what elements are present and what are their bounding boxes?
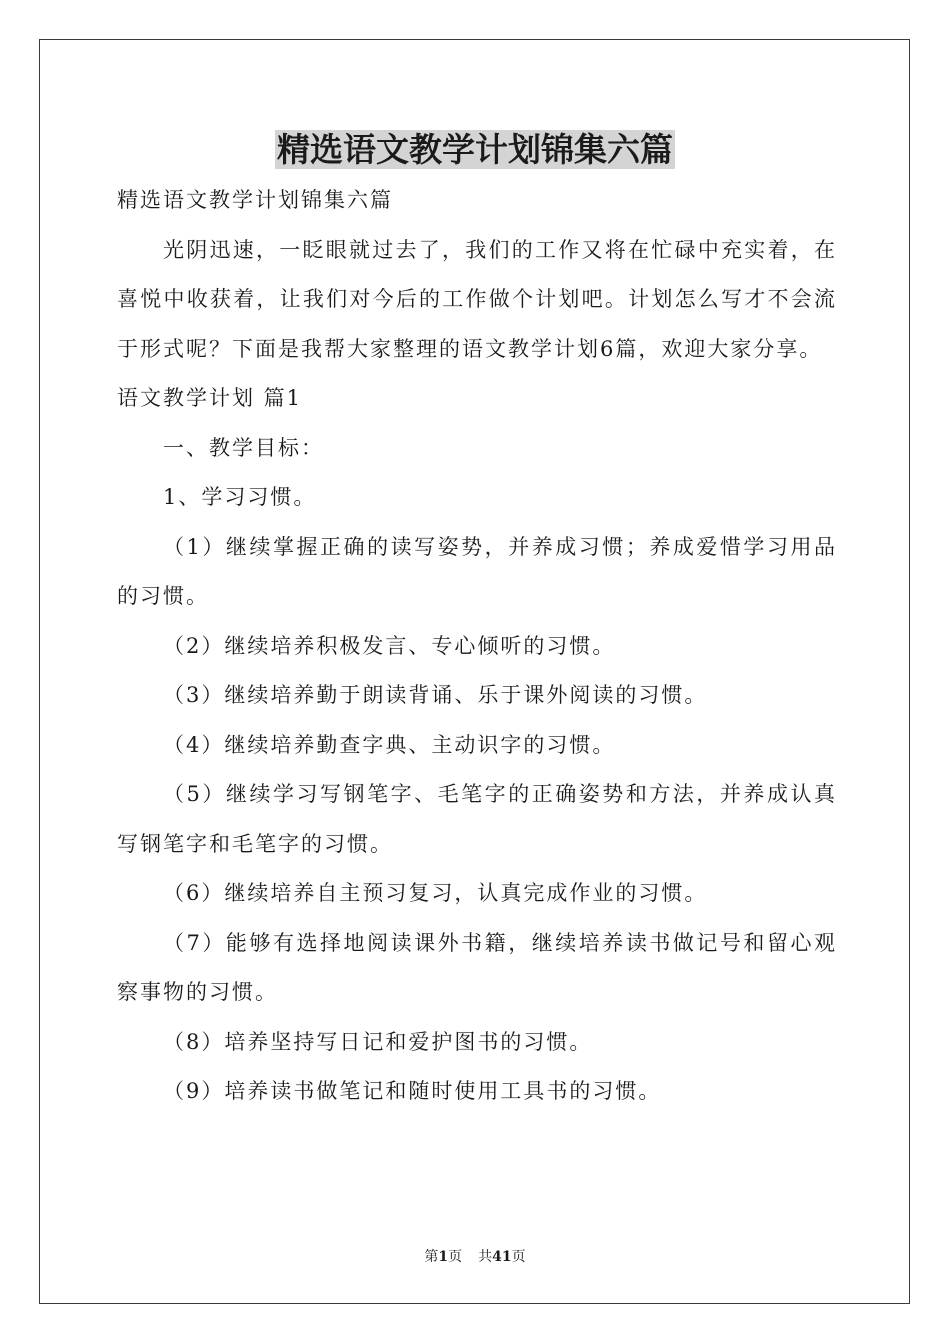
paragraph-4: 1、学习习惯。 — [163, 485, 317, 509]
list-item-8: （8）培养坚持写日记和爱护图书的习惯。 — [163, 1029, 593, 1054]
paragraph-intro: 光阴迅速，一眨眼就过去了，我们的工作又将在忙碌中充实着，在喜悦中收获着，让我们对今后的工作做个计划吧。计划怎么写才不会流于形式呢？下面是我帮大家整理的语文教学计划6篇，欢迎大家分享。 — [117, 237, 837, 361]
paragraph-0: 精选语文教学计划锦集六篇 — [117, 188, 393, 212]
total-page-count: 41 — [492, 1249, 512, 1265]
paragraph-3: 一、教学目标： — [163, 435, 324, 460]
list-item-9: （9）培养读书做笔记和随时使用工具书的习惯。 — [163, 1079, 662, 1103]
footer-total-prefix: 共 — [478, 1249, 493, 1265]
footer-total-suffix: 页 — [511, 1249, 526, 1265]
footer-page-suffix: 页 — [448, 1249, 463, 1265]
list-item-6: （6）继续培养自主预习复习，认真完成作业的习惯。 — [163, 881, 708, 905]
document-title-text: 精选语文教学计划锦集六篇 — [277, 130, 673, 169]
list-item-7: （7）能够有选择地阅读课外书籍，继续培养读书做记号和留心观察事物的习惯。 — [117, 930, 837, 1004]
document-body — [117, 176, 837, 1117]
footer-prefix: 第 — [424, 1249, 439, 1265]
list-item-2: （2）继续培养积极发言、专心倾听的习惯。 — [163, 633, 616, 658]
list-item-3: （3）继续培养勤于朗读背诵、乐于课外阅读的习惯。 — [163, 683, 708, 707]
current-page-number: 1 — [438, 1249, 449, 1265]
page-footer — [0, 1247, 950, 1267]
list-item-5: （5）继续学习写钢笔字、毛笔字的正确姿势和方法，并养成认真写钢笔字和毛笔字的习惯。 — [117, 782, 837, 856]
section-heading: 语文教学计划 篇1 — [117, 386, 303, 410]
document-title — [0, 128, 950, 172]
list-item-1: （1）继续掌握正确的读写姿势，并养成习惯；养成爱惜学习用品的习惯。 — [117, 534, 837, 608]
list-item-4: （4）继续培养勤查字典、主动识字的习惯。 — [163, 732, 616, 757]
